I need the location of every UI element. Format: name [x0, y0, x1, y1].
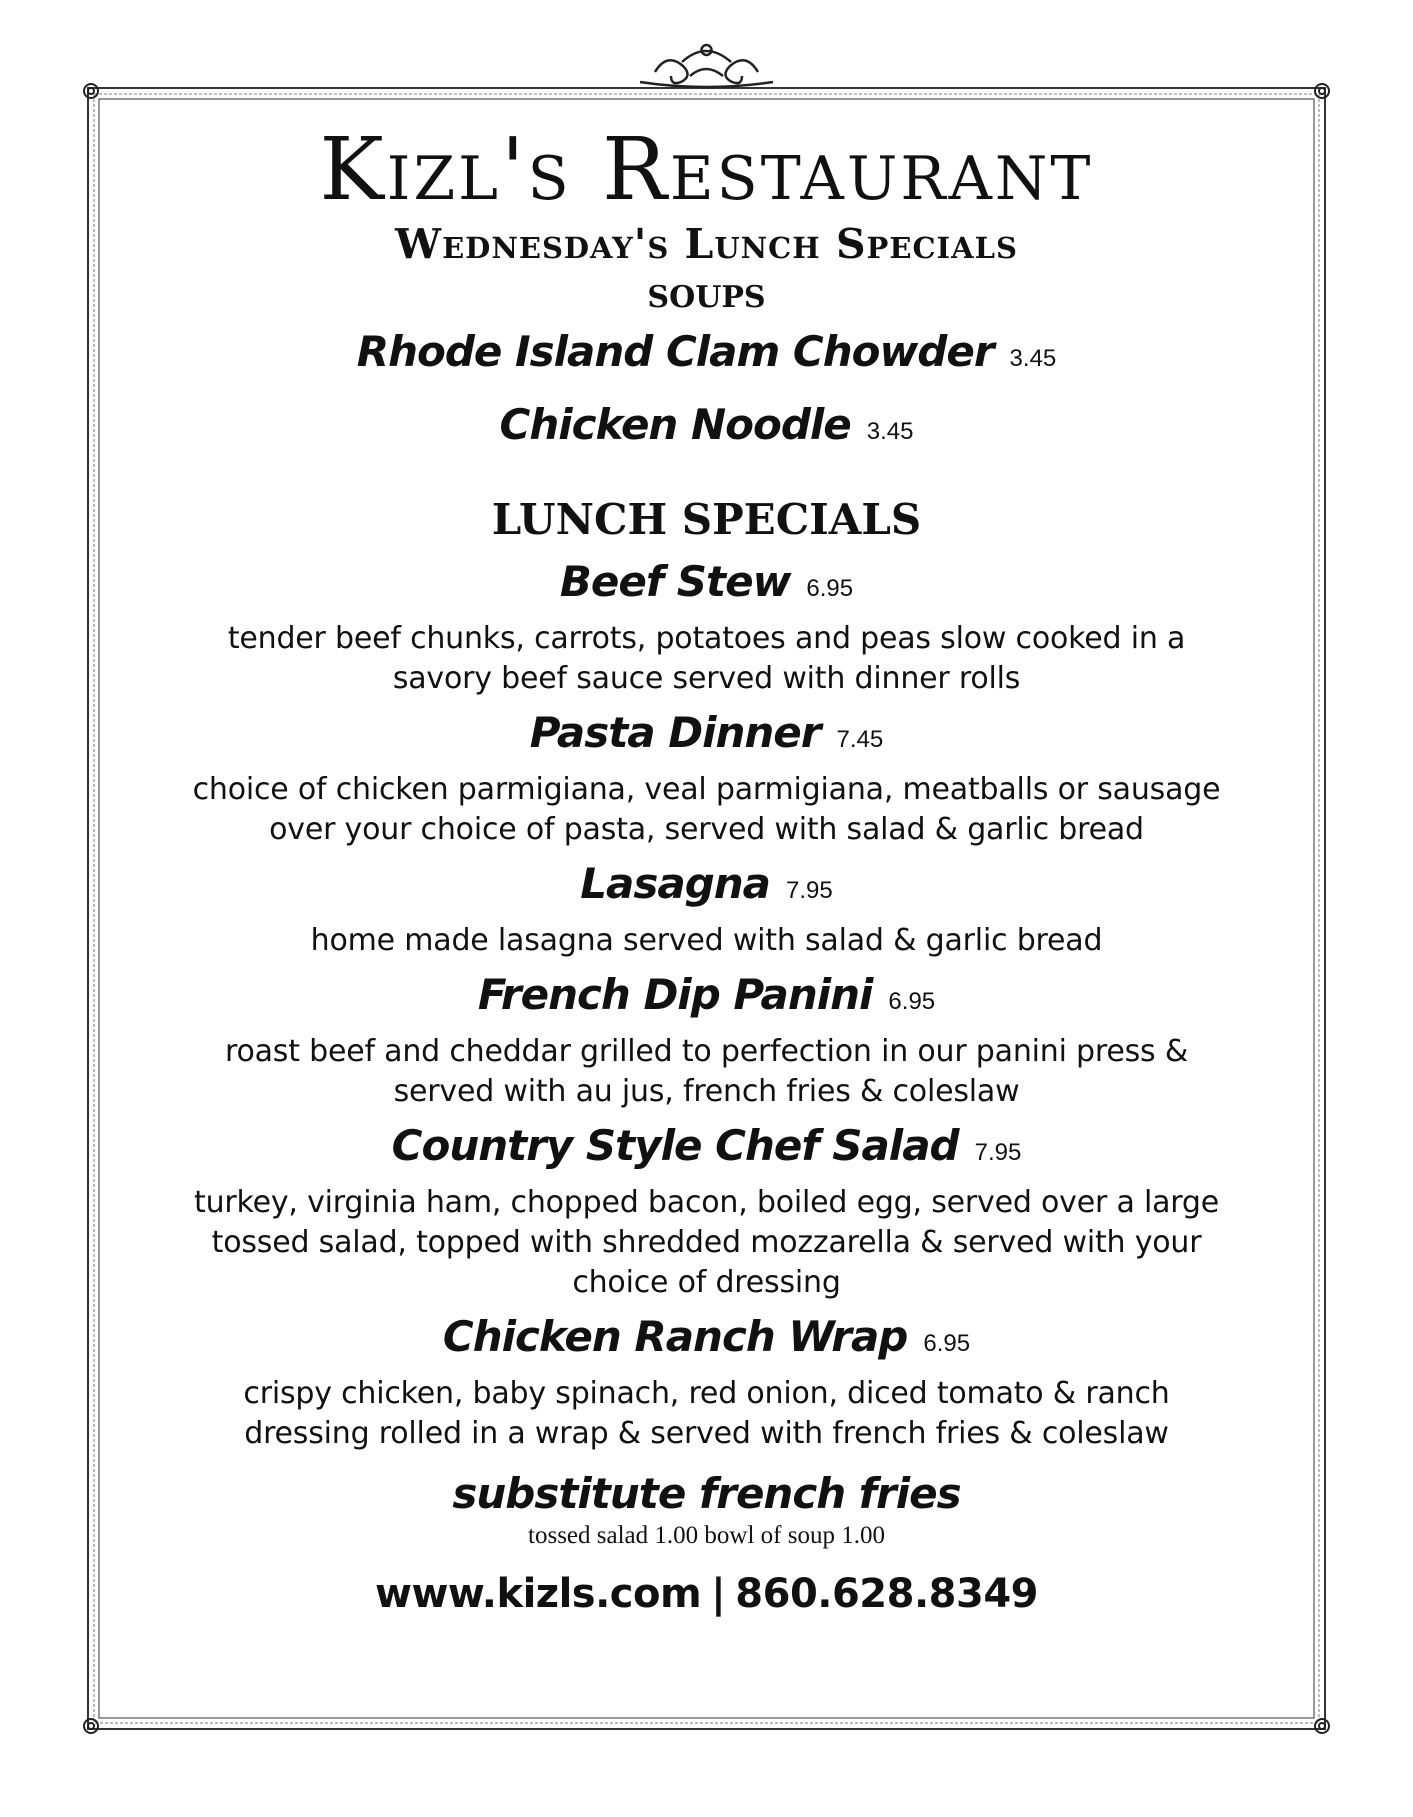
special-description [105, 1183, 1308, 1303]
soups-heading: SOUPS [647, 280, 766, 315]
lunch-specials-heading: LUNCH SPECIALS [491, 495, 922, 544]
special-description [105, 1032, 1308, 1112]
special-name: Country Style Chef Salad [391, 1121, 959, 1170]
special-item [105, 554, 1308, 699]
special-title [105, 967, 1308, 1032]
substitute-section [105, 1468, 1308, 1552]
description-line: choice of chicken parmigiana, veal parmigiana, meatballs or sausage [192, 772, 1221, 807]
special-description [105, 619, 1308, 699]
description-line: dressing rolled in a wrap & served with french fries & coleslaw [244, 1416, 1169, 1451]
special-name: Pasta Dinner [529, 708, 821, 757]
description-line: savory beef sauce served with dinner rolls [392, 661, 1021, 696]
description-line: over your choice of pasta, served with salad & garlic bread [269, 812, 1144, 847]
contact-separator: | [711, 1571, 726, 1617]
special-name: French Dip Panini [477, 970, 873, 1019]
special-name: Chicken Ranch Wrap [442, 1312, 908, 1361]
website-link[interactable]: www.kizls.com [374, 1571, 702, 1617]
special-item [105, 705, 1308, 850]
soup-item [105, 320, 1308, 393]
special-title [105, 1118, 1308, 1183]
special-price: 7.95 [974, 1139, 1022, 1166]
phone-number[interactable]: 860.628.8349 [735, 1571, 1038, 1617]
special-description [105, 770, 1308, 850]
special-price: 7.95 [786, 877, 833, 904]
description-line: turkey, virginia ham, chopped bacon, boiled egg, served over a large [194, 1185, 1219, 1220]
description-line: roast beef and cheddar grilled to perfection in our panini press & [224, 1034, 1189, 1069]
special-name: Lasagna [580, 859, 771, 908]
description-line: tender beef chunks, carrots, potatoes and peas slow cooked in a [227, 621, 1186, 656]
special-price: 6.95 [806, 575, 854, 602]
restaurant-name: Kizl's Restaurant [319, 120, 1094, 220]
description-line: home made lasagna served with salad & garlic bread [310, 923, 1103, 958]
special-item [105, 967, 1308, 1112]
contact-line [105, 1566, 1308, 1622]
description-line: served with au jus, french fries & coleslaw [393, 1074, 1020, 1109]
special-description [105, 1374, 1308, 1454]
special-price: 7.45 [836, 726, 884, 753]
special-title [105, 1309, 1308, 1374]
special-price: 6.95 [923, 1330, 971, 1357]
soup-price: 3.45 [1009, 345, 1057, 372]
special-description [105, 921, 1308, 961]
special-item [105, 1309, 1308, 1454]
menu-subtitle: Wednesday's Lunch Specials [395, 220, 1018, 268]
description-line: choice of dressing [572, 1265, 841, 1300]
soup-item [105, 393, 1308, 466]
description-line: crispy chicken, baby spinach, red onion, diced tomato & ranch [243, 1376, 1170, 1411]
soup-price: 3.45 [866, 418, 914, 445]
special-item [105, 856, 1308, 961]
soup-name: Chicken Noodle [499, 400, 851, 449]
substitute-note: tossed salad 1.00 bowl of soup 1.00 [528, 1522, 885, 1549]
description-line: tossed salad, topped with shredded mozzarella & served with your [211, 1225, 1202, 1260]
flourish-ornament [640, 45, 773, 87]
special-price: 6.95 [888, 988, 936, 1015]
substitute-title: substitute french fries [452, 1469, 961, 1518]
soup-name: Rhode Island Clam Chowder [356, 327, 994, 376]
special-name: Beef Stew [559, 557, 791, 606]
special-title [105, 705, 1308, 770]
special-item [105, 1118, 1308, 1303]
special-title [105, 554, 1308, 619]
menu-content [105, 120, 1308, 1622]
special-title [105, 856, 1308, 921]
